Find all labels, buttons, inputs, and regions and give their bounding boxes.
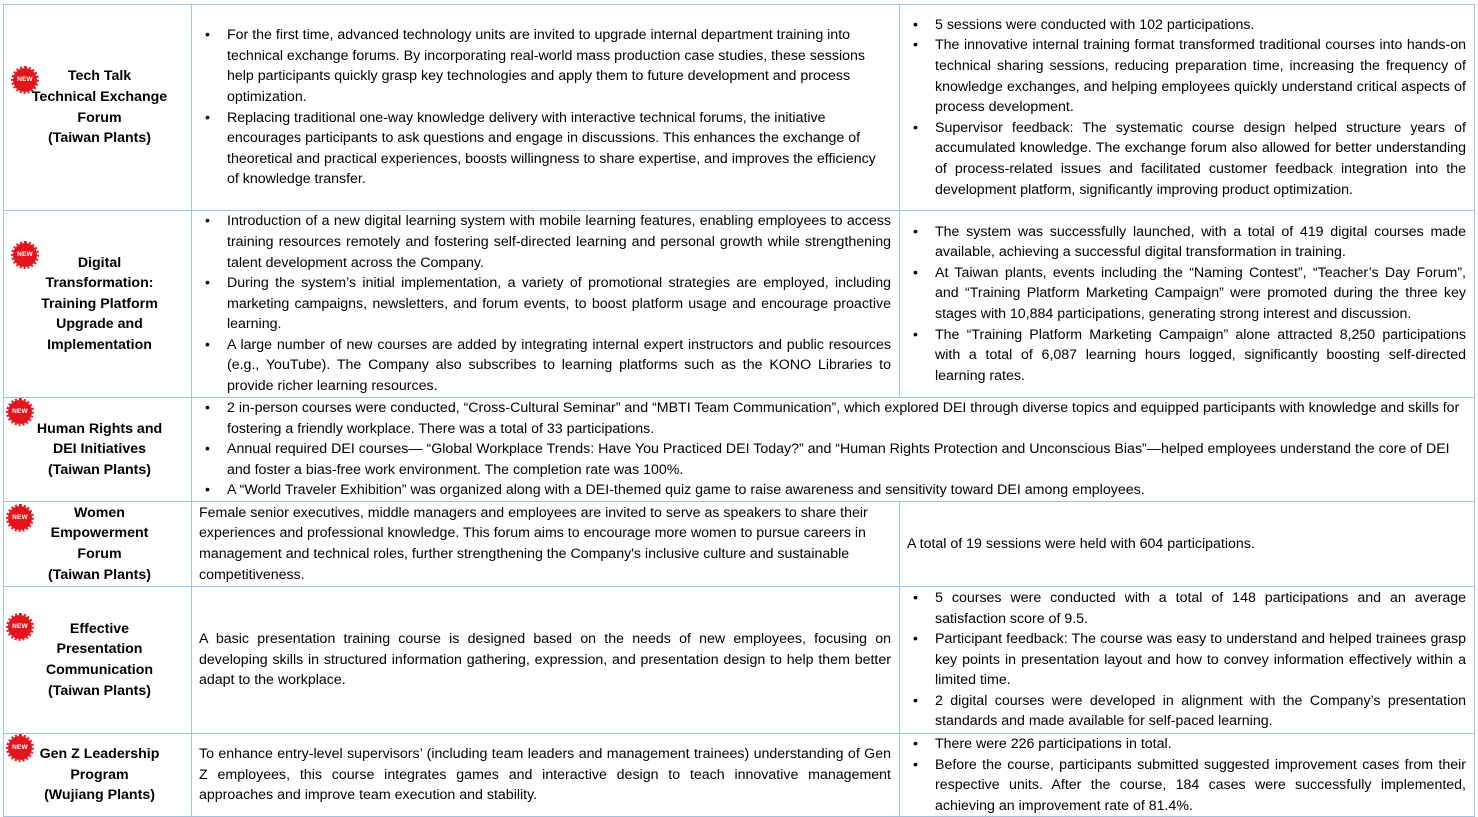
program-title: Digital Transformation: Training Platform Upgrade and Implementation (41, 254, 158, 353)
training-programs-table (3, 4, 1475, 817)
list-item: • Annual required DEI courses— “Global Workplace Trends: Have You Practiced DEI Today?” and “Human Rights Protection and Unconscious Bias”—helped employees understand the core of DEI and foster a bias-free work environment. The completion rate was 100%. (227, 439, 1466, 480)
list-item: • 2 digital courses were developed in alignment with the Company’s presentation standards and made available for self-paced learning. (935, 691, 1466, 732)
description-text: To enhance entry-level supervisors’ (including team leaders and management trainees) understanding of Gen Z employees, this course integrates games and interactive design to teach innovative management approaches and improve team execution and stability. (199, 746, 891, 804)
list-item: • Replacing traditional one-way knowledge delivery with interactive technical forums, the initiative encourages participants to ask questions and engage in discussions. This enhances the exchange of theoretical and practical experiences, boosts willingness to share expertise, and improves the efficiency of knowledge transfer. (227, 108, 891, 190)
results-list (907, 15, 1466, 200)
table-row (4, 734, 1475, 817)
program-title: Gen Z Leadership Program (Wujiang Plants) (39, 746, 160, 804)
table-row (4, 398, 1475, 502)
table-row (4, 502, 1475, 587)
program-title-cell (4, 5, 192, 211)
program-description-cell (192, 5, 900, 211)
program-title-cell (4, 734, 192, 817)
results-list (907, 222, 1466, 387)
list-item: • Before the course, participants submitted suggested improvement cases from their respective units. After the course, 184 cases were successfully implemented, achieving an improvement rate of 81.4%. (935, 755, 1466, 817)
list-item: • 2 in-person courses were conducted, “Cross-Cultural Seminar” and “MBTI Team Communication”, which explored DEI through diverse topics and equipped participants with knowledge and skills for fostering a friendly workplace. There was a total of 33 participations. (227, 398, 1466, 439)
list-item: • There were 226 participations in total. (935, 734, 1466, 755)
table-row (4, 5, 1475, 211)
list-item: • During the system’s initial implementation, a variety of promotional strategies are employed, including marketing campaigns, newsletters, and forum events, to boost platform usage and encourage proactive learning. (227, 273, 891, 335)
list-item: • A large number of new courses are added by integrating internal expert instructors and public resources (e.g., YouTube). The Company also subscribes to learning platforms such as the KONO Libraries to provide richer learning resources. (227, 335, 891, 397)
results-list (907, 734, 1466, 816)
program-merged-cell (192, 398, 1475, 502)
list-item: • Supervisor feedback: The systematic course design helped structure years of accumulated knowledge. The exchange forum also allowed for better understanding of process-related issues and facilitated customer feedback integration into the development platform, significantly improving product optimization. (935, 118, 1466, 200)
program-description-cell (192, 734, 900, 817)
table-row (4, 211, 1475, 398)
description-list (199, 25, 891, 190)
new-badge-icon: NEW (8, 736, 32, 760)
program-title: Effective Presentation Communication (Taiwan Plants) (45, 620, 154, 699)
description-text: A basic presentation training course is designed based on the needs of new employees, focusing on developing skills in structured information gathering, expression, and presentation design to help them better adapt to the workplace. (199, 631, 891, 689)
program-results-cell (900, 5, 1475, 211)
results-list (907, 588, 1466, 732)
program-title-cell (4, 502, 192, 587)
list-item: • Introduction of a new digital learning system with mobile learning features, enabling employees to access training resources remotely and fostering self-directed learning and personal growth while strengthening talent development across the Company. (227, 211, 891, 273)
results-text: A total of 19 sessions were held with 604 participations. (907, 535, 1255, 552)
description-text: Female senior executives, middle managers and employees are invited to serve as speakers to share their experiences and professional knowledge. This forum aims to encourage more women to pursue careers in management and technical roles, further strengthening the Company's inclusive culture and sustainable competitiveness. (199, 504, 868, 583)
new-badge-icon: NEW (8, 615, 32, 639)
new-badge-icon: NEW (13, 68, 37, 92)
table-row (4, 587, 1475, 734)
program-title-cell (4, 211, 192, 398)
new-badge-icon: NEW (8, 400, 32, 424)
list-item: • 5 courses were conducted with a total of 148 participations and an average satisfaction score of 9.5. (935, 588, 1466, 629)
program-results-cell (900, 211, 1475, 398)
new-badge-icon: NEW (8, 506, 32, 530)
program-title: Tech Talk Technical Exchange Forum (Taiwan Plants) (31, 68, 168, 147)
program-title-cell (4, 398, 192, 502)
list-item: • At Taiwan plants, events including the “Naming Contest”, “Teacher’s Day Forum”, and “Training Platform Marketing Campaign” were promoted during the three key stages with 10,884 participations, generating strong interest and discussion. (935, 263, 1466, 325)
program-description-cell (192, 502, 900, 587)
list-item: • Participant feedback: The course was easy to understand and helped trainees grasp key points in presentation layout and how to convey information effectively within a limited time. (935, 629, 1466, 691)
program-results-cell (900, 587, 1475, 734)
program-title: Women Empowerment Forum (Taiwan Plants) (47, 504, 151, 583)
program-description-cell (192, 211, 900, 398)
new-badge-icon: NEW (13, 243, 37, 267)
list-item: • The innovative internal training format transformed traditional courses into hands-on technical sharing sessions, reducing preparation time, increasing the frequency of knowledge exchanges, and helping employees quickly understand critical aspects of process development. (935, 35, 1466, 117)
program-results-cell (900, 502, 1475, 587)
list-item: • 5 sessions were conducted with 102 participations. (935, 15, 1466, 36)
list-item: • For the first time, advanced technology units are invited to upgrade internal department training into technical exchange forums. By incorporating real-world mass production case studies, these sessions help participants quickly grasp key technologies and apply them to future development and process optimization. (227, 25, 891, 107)
list-item: • A “World Traveler Exhibition” was organized along with a DEI-themed quiz game to raise awareness and sensitivity toward DEI among employees. (227, 480, 1466, 501)
program-description-cell (192, 587, 900, 734)
description-list (199, 398, 1466, 501)
program-title: Human Rights and DEI Initiatives (Taiwan Plants) (36, 420, 163, 478)
list-item: • The system was successfully launched, with a total of 419 digital courses made available, achieving a successful digital transformation in training. (935, 222, 1466, 263)
list-item: • The “Training Platform Marketing Campaign” alone attracted 8,250 participations with a total of 6,087 learning hours logged, significantly boosting self-directed learning rates. (935, 325, 1466, 387)
description-list (199, 211, 891, 396)
program-title-cell (4, 587, 192, 734)
program-results-cell (900, 734, 1475, 817)
